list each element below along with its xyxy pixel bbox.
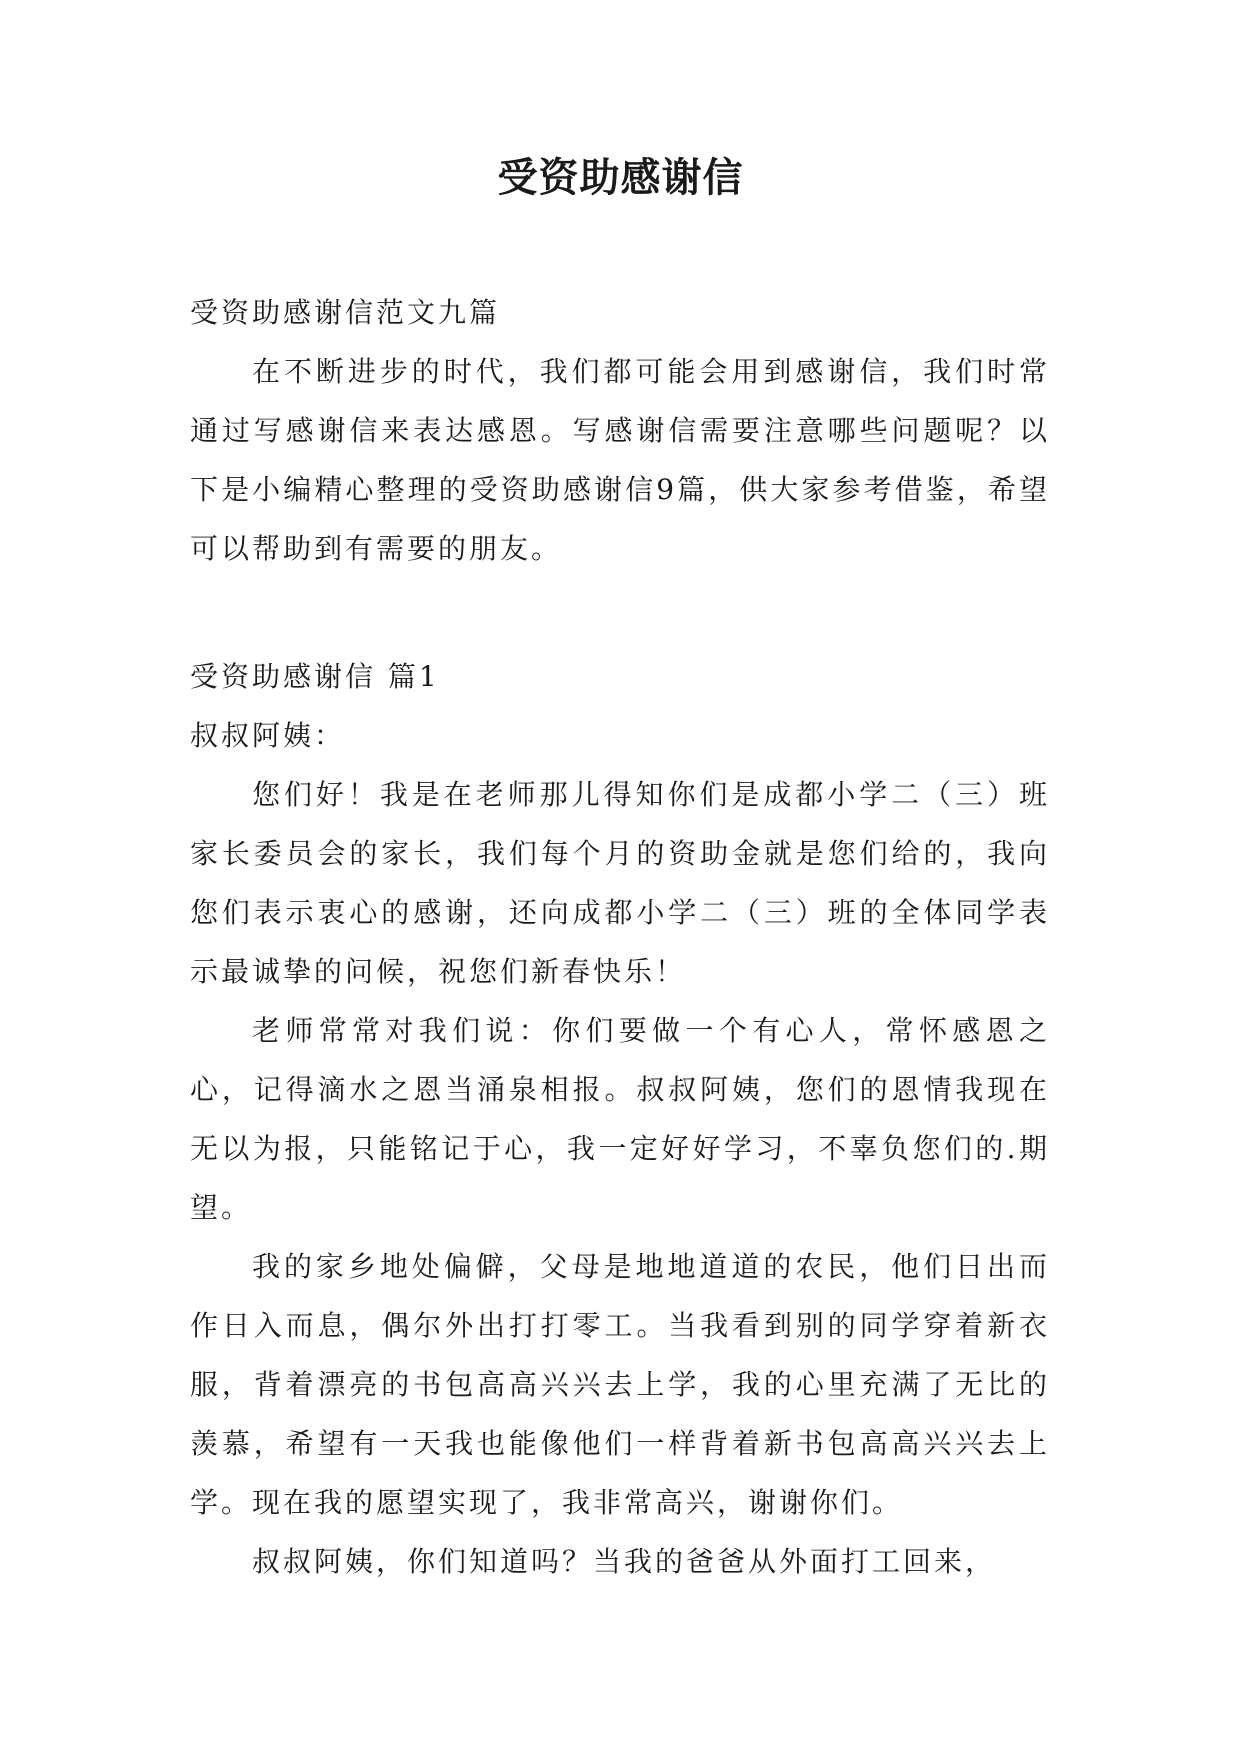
document-body xyxy=(190,283,1050,1591)
document-title: 受资助感谢信 xyxy=(497,155,744,201)
section-spacer xyxy=(190,578,1050,647)
section-heading: 受资助感谢信 篇1 xyxy=(190,660,440,693)
salutation: 叔叔阿姨： xyxy=(190,719,346,752)
document-subtitle: 受资助感谢信范文九篇 xyxy=(190,296,501,329)
body-paragraph: 叔叔阿姨，你们知道吗？当我的爸爸从外面打工回来， xyxy=(252,1545,997,1578)
intro-paragraph: 在不断进步的时代，我们都可能会用到感谢信，我们时常通过写感谢信来表达感恩。写感谢信需要注意哪些问题呢？以下是小编精心整理的受资助感谢信9篇，供大家参考借鉴，希望可以帮助到有需要的朋友。 xyxy=(190,355,1050,565)
body-paragraph: 您们好！我是在老师那儿得知你们是成都小学二（三）班家长委员会的家长，我们每个月的资助金就是您们给的，我向您们表示衷心的感谢，还向成都小学二（三）班的全体同学表示最诚挚的问候，祝您们新春快乐！ xyxy=(190,778,1050,988)
body-paragraph: 我的家乡地处偏僻，父母是地地道道的农民，他们日出而作日入而息，偶尔外出打打零工。当我看到别的同学穿着新衣服，背着漂亮的书包高高兴兴去上学，我的心里充满了无比的羡慕，希望有一天我也能像他们一样背着新书包高高兴兴去上学。现在我的愿望实现了，我非常高兴，谢谢你们。 xyxy=(190,1250,1050,1519)
body-paragraph: 老师常常对我们说：你们要做一个有心人，常怀感恩之心，记得滴水之恩当涌泉相报。叔叔阿姨，您们的恩情我现在无以为报，只能铭记于心，我一定好好学习，不辜负您们的.期望。 xyxy=(190,1014,1050,1224)
